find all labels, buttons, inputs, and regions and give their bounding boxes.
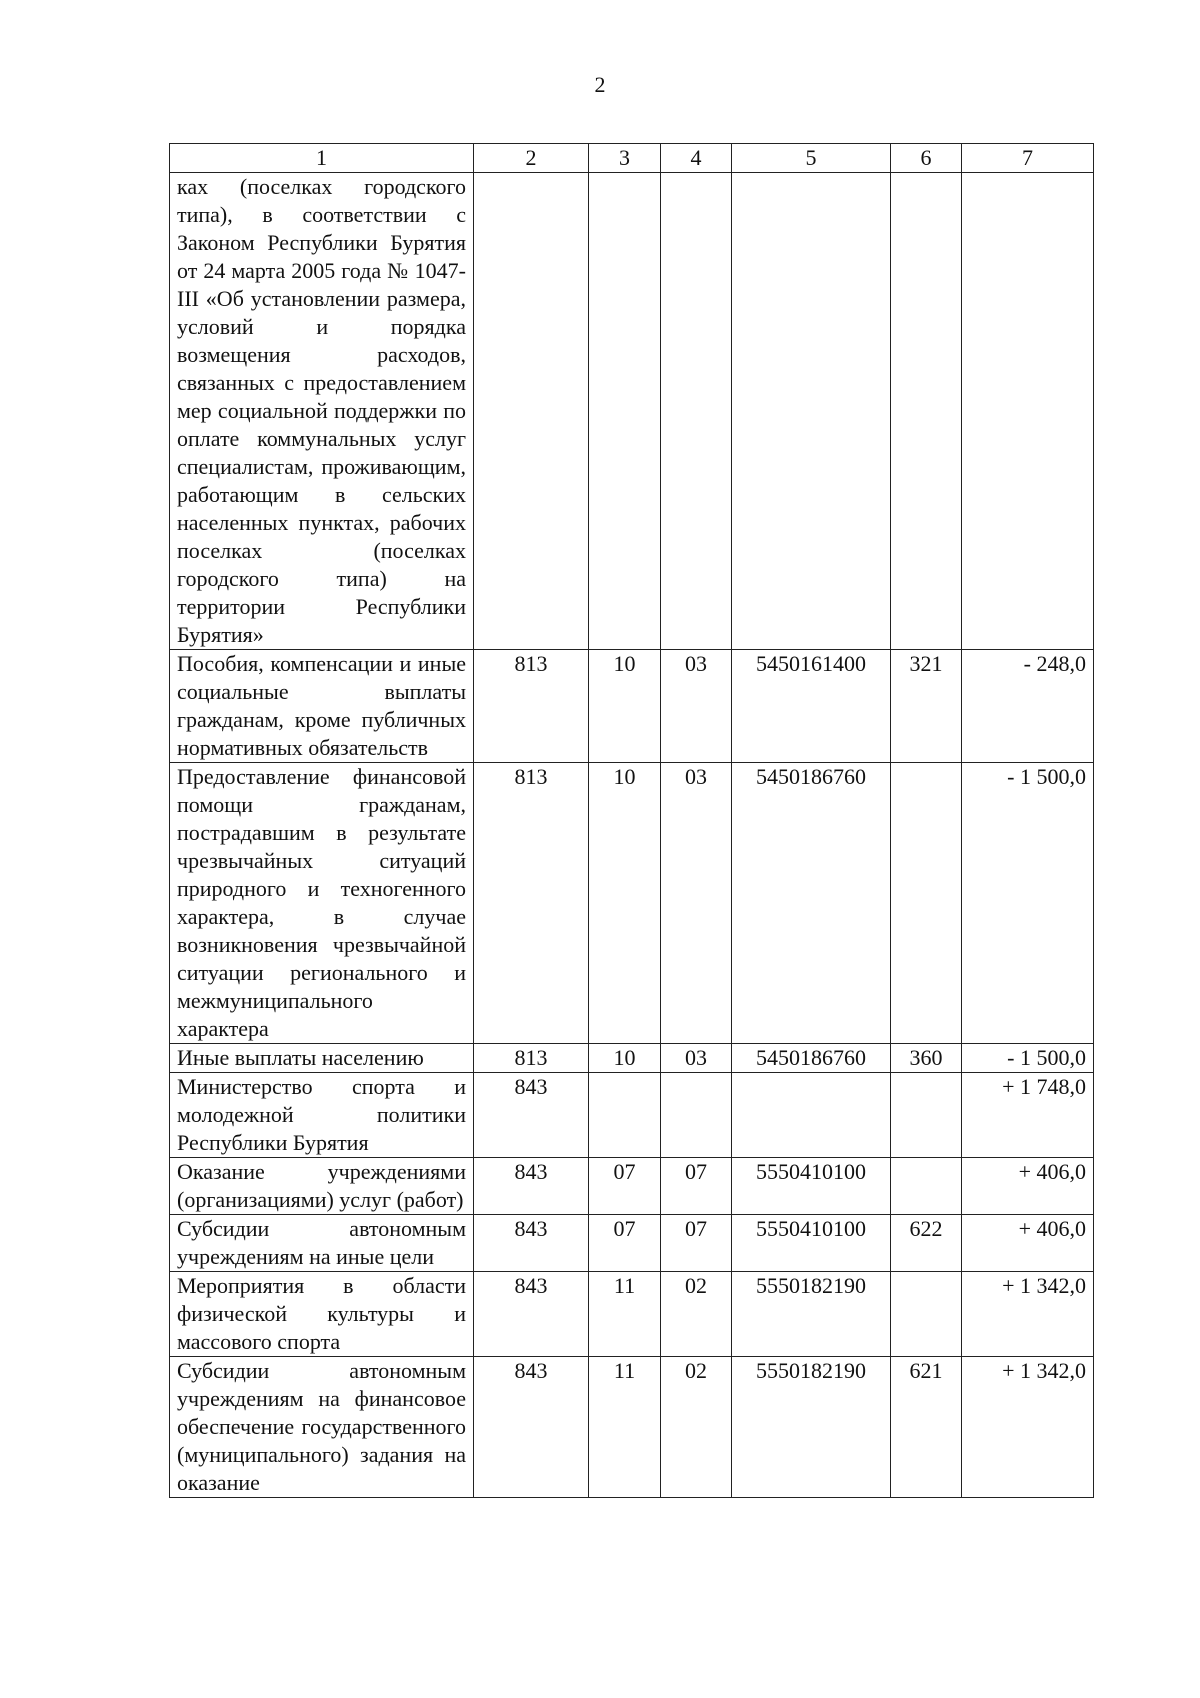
row-ministry-code: 813 <box>474 763 589 1044</box>
row-section-code: 11 <box>589 1357 661 1498</box>
row-target-article: 5450186760 <box>732 1044 891 1073</box>
page-number: 2 <box>594 72 606 97</box>
row-section-code: 07 <box>589 1158 661 1215</box>
row-ministry-code: 843 <box>474 1158 589 1215</box>
column-number-5: 5 <box>732 144 891 173</box>
row-section-code: 10 <box>589 650 661 763</box>
row-subsection-code: 03 <box>661 1044 732 1073</box>
row-expense-type: 622 <box>891 1215 962 1272</box>
row-target-article <box>732 173 891 650</box>
row-amount: - 1 500,0 <box>962 763 1094 1044</box>
row-expense-type: 321 <box>891 650 962 763</box>
row-description: Пособия, компенсации и иные социальные выплаты гражданам, кроме публичных нормативных обязательств <box>170 650 474 763</box>
row-amount: - 1 500,0 <box>962 1044 1094 1073</box>
row-subsection-code <box>661 173 732 650</box>
row-target-article: 5550182190 <box>732 1272 891 1357</box>
table-row <box>170 1272 1094 1357</box>
table-row <box>170 1357 1094 1498</box>
column-number-6: 6 <box>891 144 962 173</box>
row-section-code <box>589 1073 661 1158</box>
row-description: ках (поселках городского типа), в соответствии с Законом Республики Бурятия от 24 марта 2005 года № 1047-III «Об установлении размера, условий и порядка возмещения расходов, связанных с предоставлением мер социальной поддержки по оплате коммунальных услуг специалистам, проживающим, работающим в сельских населенных пунктах, рабочих поселках (поселках городского типа) на территории Республики Бурятия» <box>170 173 474 650</box>
table-row <box>170 1158 1094 1215</box>
table-row <box>170 650 1094 763</box>
row-ministry-code: 843 <box>474 1272 589 1357</box>
row-ministry-code: 843 <box>474 1357 589 1498</box>
row-ministry-code <box>474 173 589 650</box>
row-subsection-code: 07 <box>661 1215 732 1272</box>
row-subsection-code: 07 <box>661 1158 732 1215</box>
table-row <box>170 1044 1094 1073</box>
row-target-article: 5450161400 <box>732 650 891 763</box>
row-target-article: 5550182190 <box>732 1357 891 1498</box>
column-number-3: 3 <box>589 144 661 173</box>
row-subsection-code <box>661 1073 732 1158</box>
row-target-article: 5550410100 <box>732 1215 891 1272</box>
row-amount: + 406,0 <box>962 1158 1094 1215</box>
row-amount: + 1 342,0 <box>962 1357 1094 1498</box>
row-description: Предоставление финансовой помощи гражданам, пострадавшим в результате чрезвычайных ситуаций природного и техногенного характера, в случае возникновения чрезвычайной ситуации регионального и межмуниципального характера <box>170 763 474 1044</box>
row-expense-type <box>891 173 962 650</box>
row-subsection-code: 02 <box>661 1272 732 1357</box>
table-row <box>170 763 1094 1044</box>
row-subsection-code: 02 <box>661 1357 732 1498</box>
row-expense-type <box>891 1158 962 1215</box>
column-number-4: 4 <box>661 144 732 173</box>
row-amount: + 1 748,0 <box>962 1073 1094 1158</box>
column-number-2: 2 <box>474 144 589 173</box>
row-ministry-code: 813 <box>474 1044 589 1073</box>
row-target-article <box>732 1073 891 1158</box>
row-description: Министерство спорта и молодежной политики Республики Бурятия <box>170 1073 474 1158</box>
table-row <box>170 173 1094 650</box>
row-description: Мероприятия в области физической культуры и массового спорта <box>170 1272 474 1357</box>
row-section-code: 11 <box>589 1272 661 1357</box>
column-number-7: 7 <box>962 144 1094 173</box>
row-amount: + 406,0 <box>962 1215 1094 1272</box>
row-amount: + 1 342,0 <box>962 1272 1094 1357</box>
row-description: Субсидии автономным учреждениям на финансовое обеспечение государственного (муниципального) задания на оказание <box>170 1357 474 1498</box>
row-amount: - 248,0 <box>962 650 1094 763</box>
row-expense-type: 621 <box>891 1357 962 1498</box>
row-expense-type <box>891 1073 962 1158</box>
row-section-code: 07 <box>589 1215 661 1272</box>
row-description: Иные выплаты населению <box>170 1044 474 1073</box>
row-description: Субсидии автономным учреждениям на иные цели <box>170 1215 474 1272</box>
row-expense-type <box>891 1272 962 1357</box>
row-ministry-code: 843 <box>474 1073 589 1158</box>
row-section-code: 10 <box>589 763 661 1044</box>
row-target-article: 5450186760 <box>732 763 891 1044</box>
column-number-row <box>170 144 1094 173</box>
row-expense-type: 360 <box>891 1044 962 1073</box>
row-ministry-code: 813 <box>474 650 589 763</box>
row-section-code: 10 <box>589 1044 661 1073</box>
row-section-code <box>589 173 661 650</box>
budget-changes-table <box>169 143 1094 1498</box>
row-expense-type <box>891 763 962 1044</box>
row-ministry-code: 843 <box>474 1215 589 1272</box>
row-target-article: 5550410100 <box>732 1158 891 1215</box>
table-row <box>170 1215 1094 1272</box>
row-subsection-code: 03 <box>661 763 732 1044</box>
table-row <box>170 1073 1094 1158</box>
row-amount <box>962 173 1094 650</box>
row-subsection-code: 03 <box>661 650 732 763</box>
column-number-1: 1 <box>170 144 474 173</box>
row-description: Оказание учреждениями (организациями) услуг (работ) <box>170 1158 474 1215</box>
